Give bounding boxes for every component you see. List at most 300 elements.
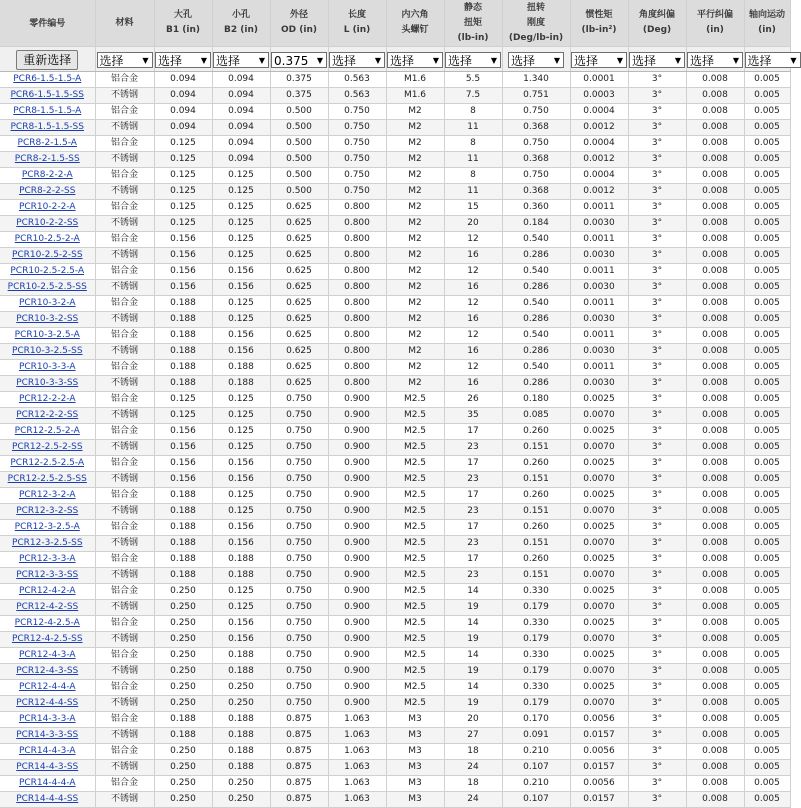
table-row [0,264,790,280]
cell-small-bore: 0.125 [212,584,270,600]
cell-axial-motion: 0.005 [744,568,790,584]
cell-cap-screw: M2 [386,248,444,264]
cell-part-number [0,328,95,344]
cell-axial-motion: 0.005 [744,392,790,408]
cell-large-bore: 0.250 [154,616,212,632]
cell-outer-diameter: 0.625 [270,200,328,216]
cell-moment-of-inertia: 0.0011 [570,232,628,248]
cell-parallel-misalignment: 0.008 [686,520,744,536]
cell-angular-misalignment: 3° [628,456,686,472]
cell-moment-of-inertia: 0.0070 [570,440,628,456]
cell-parallel-misalignment: 0.008 [686,632,744,648]
header-label: L (in) [343,25,371,35]
cell-part-number [0,392,95,408]
cell-length: 0.900 [328,392,386,408]
part-number-link[interactable]: PCR10-2.5-2.5-A [10,266,85,276]
header-torsional-stiffness [502,0,570,47]
cell-material: 不锈钢 [95,88,154,104]
cell-parallel-misalignment: 0.008 [686,744,744,760]
part-number-link[interactable]: PCR14-4-3-SS [16,762,79,772]
part-number-link[interactable]: PCR14-3-3-A [18,714,76,724]
cell-parallel-misalignment: 0.008 [686,696,744,712]
part-number-link[interactable]: PCR12-4-2.5-A [14,618,80,628]
cell-large-bore: 0.125 [154,168,212,184]
table-row [0,456,790,472]
cell-static-torque: 20 [444,216,502,232]
cell-part-number [0,136,95,152]
dropdown-arrow-icon: ▼ [258,55,265,65]
table-row [0,584,790,600]
cell-parallel-misalignment: 0.008 [686,168,744,184]
cell-axial-motion: 0.005 [744,344,790,360]
part-number-link[interactable]: PCR10-3-2-A [18,298,76,308]
filter-select-axial-motion[interactable] [745,52,801,68]
cell-moment-of-inertia: 0.0001 [570,72,628,88]
cell-length: 0.800 [328,296,386,312]
part-number-link[interactable]: PCR10-2-2-A [18,202,76,212]
cell-cap-screw: M2.5 [386,504,444,520]
part-number-link[interactable]: PCR12-2.5-2-A [14,426,80,436]
cell-small-bore: 0.125 [212,392,270,408]
cell-length: 0.800 [328,376,386,392]
filter-row [0,47,790,72]
cell-small-bore: 0.156 [212,520,270,536]
header-small-bore [212,0,270,47]
cell-torsional-stiffness: 0.286 [502,376,570,392]
cell-axial-motion: 0.005 [744,696,790,712]
table-row [0,136,790,152]
filter-select-large-bore[interactable] [155,52,211,68]
cell-material: 铝合金 [95,104,154,120]
cell-length: 0.900 [328,632,386,648]
cell-torsional-stiffness: 0.210 [502,744,570,760]
part-number-link[interactable]: PCR10-3-2.5-SS [11,346,83,356]
cell-cap-screw: M2 [386,296,444,312]
cell-moment-of-inertia: 0.0011 [570,360,628,376]
filter-select-value: 选择 [332,53,357,68]
cell-parallel-misalignment: 0.008 [686,456,744,472]
header-label: B2 (in) [224,25,258,35]
cell-static-torque: 23 [444,472,502,488]
cell-cap-screw: M2.5 [386,568,444,584]
cell-material: 铝合金 [95,712,154,728]
cell-torsional-stiffness: 0.368 [502,152,570,168]
part-number-link[interactable]: PCR12-3-3-SS [16,570,79,580]
cell-length: 0.900 [328,472,386,488]
header-label: (in) [758,25,776,35]
cell-material: 不锈钢 [95,696,154,712]
part-number-link[interactable]: PCR10-2-2-SS [16,218,79,228]
cell-axial-motion: 0.005 [744,216,790,232]
cell-moment-of-inertia: 0.0030 [570,248,628,264]
part-number-link[interactable]: PCR12-4-3-SS [16,666,79,676]
cell-angular-misalignment: 3° [628,488,686,504]
part-number-link[interactable]: PCR8-2-2-A [21,170,73,180]
cell-outer-diameter: 0.875 [270,744,328,760]
cell-large-bore: 0.250 [154,632,212,648]
part-number-link[interactable]: PCR10-2.5-2-SS [11,250,83,260]
cell-small-bore: 0.125 [212,424,270,440]
cell-part-number [0,584,95,600]
part-number-link[interactable]: PCR6-1.5-1.5-SS [10,90,84,100]
cell-parallel-misalignment: 0.008 [686,472,744,488]
cell-torsional-stiffness: 0.540 [502,328,570,344]
cell-large-bore: 0.156 [154,472,212,488]
cell-length: 0.800 [328,200,386,216]
cell-angular-misalignment: 3° [628,744,686,760]
part-number-link[interactable]: PCR12-2-2-A [18,394,76,404]
cell-parallel-misalignment: 0.008 [686,664,744,680]
cell-length: 0.900 [328,536,386,552]
cell-material: 铝合金 [95,328,154,344]
table-row [0,536,790,552]
cell-outer-diameter: 0.625 [270,248,328,264]
table-row [0,360,790,376]
filter-select-value: 选择 [511,53,536,68]
cell-static-torque: 12 [444,264,502,280]
cell-length: 0.563 [328,88,386,104]
cell-moment-of-inertia: 0.0012 [570,120,628,136]
cell-angular-misalignment: 3° [628,88,686,104]
cell-static-torque: 19 [444,696,502,712]
part-number-link[interactable]: PCR12-2.5-2-SS [11,442,83,452]
cell-large-bore: 0.250 [154,744,212,760]
header-length [328,0,386,47]
cell-material: 不锈钢 [95,760,154,776]
cell-torsional-stiffness: 0.330 [502,680,570,696]
cell-small-bore: 0.188 [212,376,270,392]
cell-angular-misalignment: 3° [628,264,686,280]
cell-large-bore: 0.188 [154,488,212,504]
part-number-link[interactable]: PCR12-2-2-SS [16,410,79,420]
cell-length: 0.800 [328,280,386,296]
cell-axial-motion: 0.005 [744,168,790,184]
cell-axial-motion: 0.005 [744,488,790,504]
filter-select-cap-screw[interactable] [387,52,443,68]
header-static-torque [444,0,502,47]
header-label: 轴向运动 [748,10,785,20]
cell-static-torque: 16 [444,312,502,328]
part-number-link[interactable]: PCR8-2-2-SS [19,186,76,196]
part-number-link[interactable]: PCR10-3-3-A [18,362,76,372]
header-moment-of-inertia [570,0,628,47]
filter-select-angular-misalignment[interactable] [629,52,685,68]
dropdown-arrow-icon: ▼ [616,55,623,65]
cell-cap-screw: M3 [386,712,444,728]
cell-angular-misalignment: 3° [628,232,686,248]
cell-axial-motion: 0.005 [744,456,790,472]
cell-material: 铝合金 [95,232,154,248]
cell-angular-misalignment: 3° [628,248,686,264]
header-label: (lb-in) [457,32,489,43]
cell-angular-misalignment: 3° [628,328,686,344]
cell-large-bore: 0.156 [154,248,212,264]
part-number-link[interactable]: PCR14-3-3-SS [16,730,79,740]
part-number-link[interactable]: PCR12-4-2.5-SS [11,634,83,644]
cell-axial-motion: 0.005 [744,744,790,760]
part-number-link[interactable]: PCR12-3-2-A [18,490,76,500]
cell-length: 0.900 [328,408,386,424]
filter-select-torsional-stiffness[interactable] [508,52,564,68]
cell-part-number [0,360,95,376]
table-row [0,280,790,296]
table-row [0,600,790,616]
filter-cell-small-bore [212,47,270,72]
cell-material: 不锈钢 [95,120,154,136]
cell-parallel-misalignment: 0.008 [686,392,744,408]
filter-select-static-torque[interactable] [445,52,501,68]
cell-parallel-misalignment: 0.008 [686,552,744,568]
part-number-link[interactable]: PCR12-2.5-2.5-SS [7,474,87,484]
cell-material: 铝合金 [95,744,154,760]
filter-select-material[interactable] [97,52,153,68]
cell-cap-screw: M2.5 [386,424,444,440]
cell-material: 铝合金 [95,680,154,696]
cell-axial-motion: 0.005 [744,776,790,792]
cell-small-bore: 0.094 [212,136,270,152]
dropdown-arrow-icon: ▼ [553,55,560,65]
cell-axial-motion: 0.005 [744,88,790,104]
part-number-link[interactable]: PCR12-4-4-A [18,682,76,692]
cell-torsional-stiffness: 0.750 [502,168,570,184]
cell-torsional-stiffness: 0.330 [502,648,570,664]
filter-cell-torsional-stiffness [502,47,570,72]
cell-parallel-misalignment: 0.008 [686,344,744,360]
cell-outer-diameter: 0.500 [270,120,328,136]
cell-parallel-misalignment: 0.008 [686,760,744,776]
cell-parallel-misalignment: 0.008 [686,184,744,200]
cell-angular-misalignment: 3° [628,424,686,440]
cell-large-bore: 0.250 [154,648,212,664]
part-number-link[interactable]: PCR12-4-4-SS [16,698,79,708]
cell-outer-diameter: 0.875 [270,776,328,792]
cell-material: 铝合金 [95,200,154,216]
part-number-link[interactable]: PCR12-3-3-A [18,554,76,564]
cell-static-torque: 23 [444,536,502,552]
header-label: 扭转 [526,2,545,13]
cell-torsional-stiffness: 0.151 [502,440,570,456]
filter-select-small-bore[interactable] [213,52,269,68]
dropdown-arrow-icon: ▼ [732,55,739,65]
part-number-link[interactable]: PCR8-1.5-1.5-SS [10,122,84,132]
cell-part-number [0,616,95,632]
cell-axial-motion: 0.005 [744,760,790,776]
cell-static-torque: 14 [444,584,502,600]
cell-torsional-stiffness: 0.286 [502,280,570,296]
cell-torsional-stiffness: 0.179 [502,664,570,680]
cell-angular-misalignment: 3° [628,504,686,520]
part-number-link[interactable]: PCR12-4-2-A [18,586,76,596]
part-number-link[interactable]: PCR14-4-4-SS [16,794,79,804]
cell-parallel-misalignment: 0.008 [686,200,744,216]
cell-length: 0.750 [328,136,386,152]
cell-part-number [0,248,95,264]
cell-static-torque: 35 [444,408,502,424]
part-number-link[interactable]: PCR12-3-2.5-A [14,522,80,532]
cell-cap-screw: M3 [386,744,444,760]
cell-parallel-misalignment: 0.008 [686,648,744,664]
cell-axial-motion: 0.005 [744,504,790,520]
cell-axial-motion: 0.005 [744,296,790,312]
cell-small-bore: 0.125 [212,296,270,312]
cell-angular-misalignment: 3° [628,344,686,360]
dropdown-arrow-icon: ▼ [432,55,439,65]
cell-parallel-misalignment: 0.008 [686,72,744,88]
cell-cap-screw: M2.5 [386,600,444,616]
cell-small-bore: 0.094 [212,88,270,104]
cell-small-bore: 0.250 [212,776,270,792]
cell-static-torque: 12 [444,328,502,344]
cell-material: 不锈钢 [95,632,154,648]
cell-torsional-stiffness: 0.085 [502,408,570,424]
cell-large-bore: 0.188 [154,328,212,344]
cell-material: 不锈钢 [95,280,154,296]
cell-length: 0.800 [328,264,386,280]
cell-axial-motion: 0.005 [744,120,790,136]
cell-cap-screw: M2 [386,136,444,152]
part-number-link[interactable]: PCR10-2.5-2.5-SS [7,282,87,292]
cell-small-bore: 0.125 [212,488,270,504]
cell-cap-screw: M1.6 [386,88,444,104]
part-number-link[interactable]: PCR14-4-3-A [18,746,76,756]
cell-torsional-stiffness: 0.179 [502,632,570,648]
table-row [0,328,790,344]
cell-outer-diameter: 0.750 [270,456,328,472]
part-number-link[interactable]: PCR12-4-2-SS [16,602,79,612]
cell-part-number [0,520,95,536]
part-number-link[interactable]: PCR12-3-2-SS [16,506,79,516]
table-row [0,504,790,520]
part-number-link[interactable]: PCR8-1.5-1.5-A [13,106,82,116]
cell-moment-of-inertia: 0.0157 [570,792,628,808]
table-row [0,664,790,680]
cell-large-bore: 0.188 [154,360,212,376]
cell-small-bore: 0.250 [212,680,270,696]
cell-large-bore: 0.125 [154,200,212,216]
cell-static-torque: 26 [444,392,502,408]
cell-part-number [0,488,95,504]
cell-torsional-stiffness: 0.540 [502,264,570,280]
filter-select-parallel-misalignment[interactable] [687,52,743,68]
filter-cell-parallel-misalignment [686,47,744,72]
part-number-link[interactable]: PCR8-2-1.5-A [17,138,77,148]
cell-moment-of-inertia: 0.0157 [570,760,628,776]
cell-small-bore: 0.156 [212,536,270,552]
cell-moment-of-inertia: 0.0011 [570,296,628,312]
cell-static-torque: 23 [444,440,502,456]
cell-outer-diameter: 0.750 [270,440,328,456]
cell-outer-diameter: 0.750 [270,584,328,600]
filter-select-outer-diameter[interactable] [271,52,327,68]
cell-part-number [0,776,95,792]
cell-axial-motion: 0.005 [744,424,790,440]
cell-static-torque: 12 [444,296,502,312]
cell-part-number [0,536,95,552]
cell-material: 不锈钢 [95,728,154,744]
cell-static-torque: 17 [444,424,502,440]
filter-select-length[interactable] [329,52,385,68]
table-row [0,216,790,232]
cell-small-bore: 0.125 [212,200,270,216]
filter-select-moment-of-inertia[interactable] [571,52,627,68]
cell-material: 铝合金 [95,520,154,536]
part-number-link[interactable]: PCR14-4-4-A [18,778,76,788]
cell-axial-motion: 0.005 [744,584,790,600]
cell-length: 0.800 [328,312,386,328]
cell-angular-misalignment: 3° [628,200,686,216]
reset-filters-button[interactable]: 重新选择 [16,50,78,70]
cell-outer-diameter: 0.875 [270,792,328,808]
cell-outer-diameter: 0.625 [270,328,328,344]
part-number-link[interactable]: PCR8-2-1.5-SS [14,154,80,164]
header-axial-motion [744,0,790,47]
cell-large-bore: 0.188 [154,728,212,744]
part-number-link[interactable]: PCR12-4-3-A [18,650,76,660]
part-number-link[interactable]: PCR6-1.5-1.5-A [13,74,82,84]
cell-outer-diameter: 0.875 [270,728,328,744]
cell-small-bore: 0.156 [212,472,270,488]
part-number-link[interactable]: PCR10-3-2-SS [16,314,79,324]
cell-static-torque: 17 [444,456,502,472]
cell-axial-motion: 0.005 [744,248,790,264]
cell-angular-misalignment: 3° [628,584,686,600]
header-parallel-misalignment [686,0,744,47]
cell-length: 0.900 [328,648,386,664]
cell-small-bore: 0.125 [212,312,270,328]
cell-moment-of-inertia: 0.0070 [570,632,628,648]
cell-small-bore: 0.094 [212,104,270,120]
cell-angular-misalignment: 3° [628,728,686,744]
cell-part-number [0,744,95,760]
cell-part-number [0,680,95,696]
cell-parallel-misalignment: 0.008 [686,376,744,392]
cell-parallel-misalignment: 0.008 [686,408,744,424]
part-number-link[interactable]: PCR10-3-3-SS [16,378,79,388]
part-number-link[interactable]: PCR12-2.5-2.5-A [10,458,85,468]
cell-length: 0.900 [328,552,386,568]
cell-large-bore: 0.156 [154,440,212,456]
cell-part-number [0,280,95,296]
cell-large-bore: 0.094 [154,104,212,120]
cell-cap-screw: M2 [386,200,444,216]
part-number-link[interactable]: PCR10-3-2.5-A [14,330,80,340]
table-row [0,312,790,328]
cell-angular-misalignment: 3° [628,408,686,424]
cell-torsional-stiffness: 0.286 [502,344,570,360]
cell-moment-of-inertia: 0.0025 [570,680,628,696]
cell-small-bore: 0.188 [212,360,270,376]
cell-length: 1.063 [328,744,386,760]
cell-part-number [0,152,95,168]
table-row [0,200,790,216]
cell-torsional-stiffness: 0.151 [502,568,570,584]
cell-material: 不锈钢 [95,472,154,488]
cell-material: 铝合金 [95,264,154,280]
table-row [0,88,790,104]
cell-moment-of-inertia: 0.0011 [570,200,628,216]
cell-outer-diameter: 0.500 [270,136,328,152]
cell-parallel-misalignment: 0.008 [686,248,744,264]
cell-small-bore: 0.094 [212,72,270,88]
part-number-link[interactable]: PCR10-2.5-2-A [14,234,80,244]
part-number-link[interactable]: PCR12-3-2.5-SS [11,538,83,548]
header-label: 平行纠偏 [696,10,733,20]
cell-cap-screw: M2 [386,280,444,296]
cell-length: 0.900 [328,696,386,712]
cell-outer-diameter: 0.625 [270,280,328,296]
cell-material: 铝合金 [95,456,154,472]
cell-parallel-misalignment: 0.008 [686,216,744,232]
